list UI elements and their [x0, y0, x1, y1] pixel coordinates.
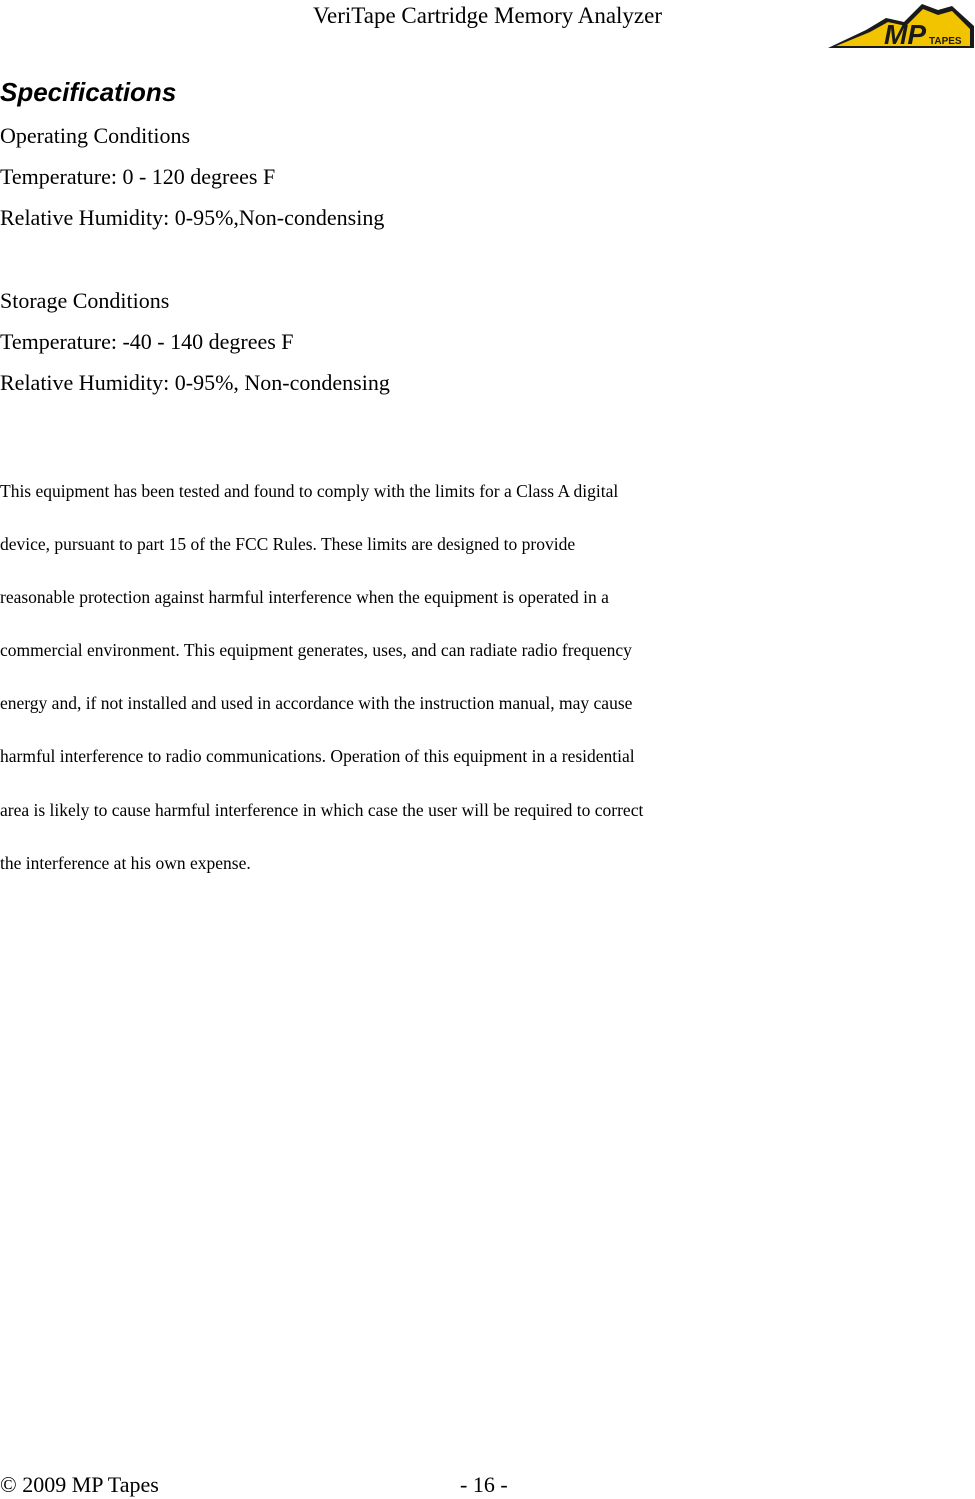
fcc-notice-line: the interference at his own expense.: [0, 852, 251, 873]
operating-temperature: Temperature: 0 - 120 degrees F: [0, 164, 276, 189]
storage-humidity: Relative Humidity: 0-95%, Non-condensing: [0, 370, 390, 395]
svg-text:TAPES: TAPES: [929, 36, 962, 47]
operating-humidity: Relative Humidity: 0-95%,Non-condensing: [0, 205, 385, 230]
fcc-notice-line: reasonable protection against harmful interference when the equipment is operated in a: [0, 587, 609, 608]
svg-text:MP: MP: [884, 19, 926, 50]
operating-heading: Operating Conditions: [0, 123, 191, 148]
fcc-notice-line: energy and, if not installed and used in accordance with the instruction manual, may cause: [0, 693, 633, 714]
fcc-notice-line: commercial environment. This equipment generates, uses, and can radiate radio frequency: [0, 640, 632, 661]
fcc-notice-line: This equipment has been tested and found to comply with the limits for a Class A digital: [0, 481, 619, 501]
document-title: VeriTape Cartridge Memory Analyzer: [312, 3, 662, 28]
section-heading: Specifications: [0, 77, 177, 107]
storage-heading: Storage Conditions: [0, 288, 170, 313]
fcc-notice-line: device, pursuant to part 15 of the FCC Rules. These limits are designed to provide: [0, 534, 576, 555]
fcc-notice: [0, 473, 780, 898]
page-number: - 16 -: [460, 1472, 508, 1497]
fcc-notice-line: area is likely to cause harmful interference in which case the user will be required to correct: [0, 799, 644, 820]
mp-tapes-logo-icon: [826, 0, 975, 52]
storage-temperature: Temperature: -40 - 140 degrees F: [0, 329, 294, 354]
fcc-notice-line: harmful interference to radio communications. Operation of this equipment in a residential: [0, 746, 635, 767]
footer-copyright: © 2009 MP Tapes: [0, 1472, 159, 1497]
